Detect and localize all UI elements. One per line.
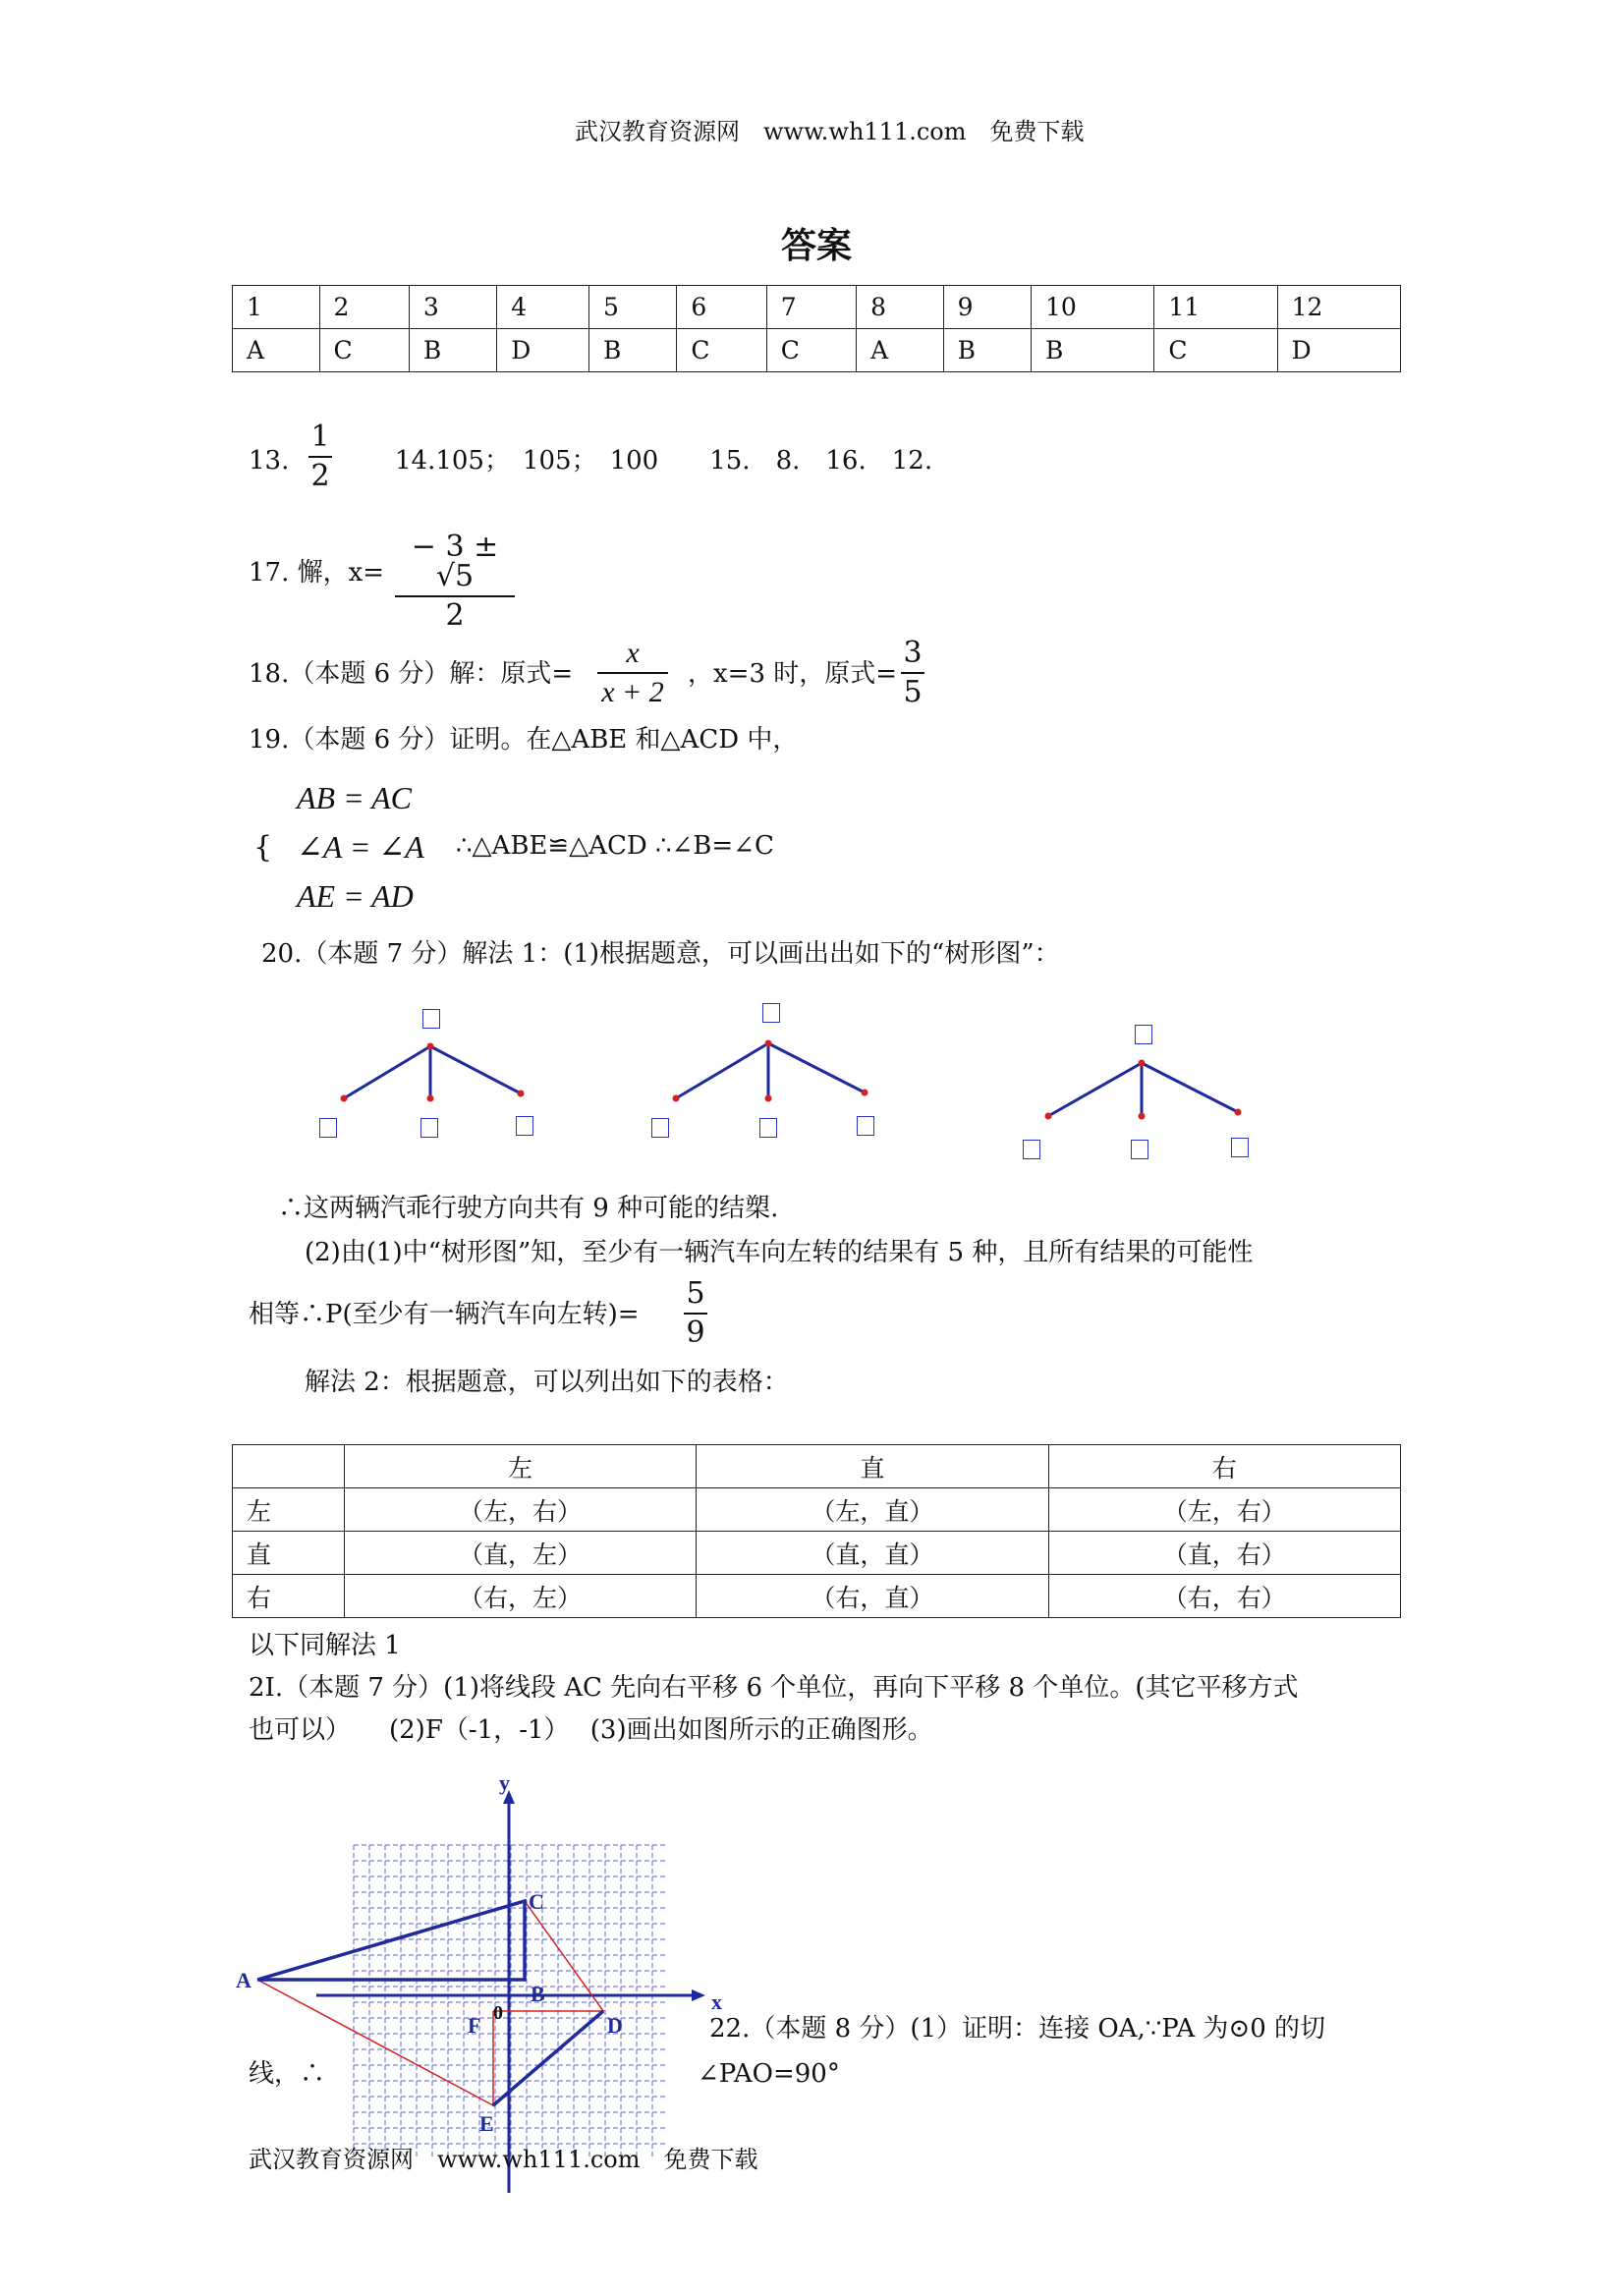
outcome-table-cell: 直 bbox=[233, 1532, 345, 1575]
outcome-table-cell: （左，直） bbox=[697, 1488, 1048, 1532]
outcome-table-row bbox=[233, 1532, 1401, 1575]
tree-node-square bbox=[759, 1118, 777, 1138]
q18-middle: ，x=3 时，原式= bbox=[688, 659, 898, 689]
q21-line1: 2I.（本题 7 分）(1)将线段 AC 先向右平移 6 个单位，再向下平移 8 个单位。(其它平移方式 bbox=[249, 1673, 1299, 1703]
q19-conclusion: ∴△ABE≌△ACD ∴∠B=∠C bbox=[456, 831, 774, 861]
origin-label: 0 bbox=[493, 2002, 503, 2024]
tree-node-square bbox=[1231, 1138, 1249, 1157]
outcome-table-cell: （直，右） bbox=[1048, 1532, 1400, 1575]
q18-value-fraction bbox=[901, 636, 924, 709]
page-title: 答案 bbox=[781, 225, 853, 266]
outcome-table-cell: （直，直） bbox=[697, 1532, 1048, 1575]
answer-letter-cell: B bbox=[943, 329, 1031, 372]
tree-leaf-dot bbox=[341, 1095, 348, 1102]
y-axis-label: y bbox=[499, 1770, 510, 1795]
answer-number-cell: 8 bbox=[857, 286, 944, 329]
answer-number-cell: 5 bbox=[589, 286, 677, 329]
answer-number-cell: 11 bbox=[1154, 286, 1277, 329]
answer-letter-cell: D bbox=[1277, 329, 1400, 372]
tree-node-square bbox=[762, 1003, 780, 1023]
tree-leaf-dot bbox=[862, 1090, 868, 1096]
outcome-table-cell: （右，右） bbox=[1048, 1575, 1400, 1618]
q17-prefix: 17. 懈，x= bbox=[249, 558, 385, 588]
outcome-table-cell: 右 bbox=[1048, 1445, 1400, 1488]
answer-letter-cell: B bbox=[409, 329, 496, 372]
answer-number-cell: 4 bbox=[497, 286, 589, 329]
tree-leaf-dot bbox=[1139, 1113, 1146, 1120]
answer-letter-cell: A bbox=[233, 329, 320, 372]
tree-branch bbox=[344, 1046, 430, 1098]
tree-root-dot bbox=[765, 1040, 772, 1047]
tree-leaf-dot bbox=[427, 1095, 434, 1102]
outcome-table-row bbox=[233, 1575, 1401, 1618]
outcome-table-cell: （左，右） bbox=[344, 1488, 696, 1532]
tree-branch bbox=[676, 1043, 768, 1098]
q21-line2: 也可以） (2)F（-1，-1） (3)画出如图所示的正确图形。 bbox=[249, 1715, 933, 1745]
q20-line3: (2)由(1)中“树形图”知，至少有一辆汽车向左转的结果有 5 种，且所有结果的可能性 bbox=[305, 1238, 1254, 1267]
q19-line: 19.（本题 6 分）证明。在△ABE 和△ACD 中， bbox=[249, 725, 799, 755]
q19-eq1: AB = AC bbox=[297, 780, 412, 815]
outcome-table-row bbox=[233, 1488, 1401, 1532]
q20-prob-denominator: 9 bbox=[686, 1316, 705, 1350]
answer-letters-row bbox=[233, 329, 1401, 372]
outcome-table-cell: 左 bbox=[344, 1445, 696, 1488]
point-label-e: E bbox=[479, 2111, 494, 2136]
tree-node-square bbox=[516, 1116, 533, 1136]
triangle-abc bbox=[257, 1901, 525, 1980]
q18-fraction bbox=[597, 639, 668, 707]
tree-leaf-dot bbox=[673, 1095, 680, 1102]
q19-eq3: AE = AD bbox=[297, 878, 414, 914]
answer-number-cell: 1 bbox=[233, 286, 320, 329]
tree-node-square bbox=[422, 1009, 440, 1029]
tree-leaf-dot bbox=[765, 1095, 772, 1102]
q18-value-numerator: 3 bbox=[903, 636, 923, 670]
answer-letter-cell: C bbox=[766, 329, 856, 372]
q20-prob-numerator: 5 bbox=[686, 1276, 705, 1311]
tree-node-square bbox=[420, 1118, 438, 1138]
q20-line5: 解法 2：根据题意，可以列出如下的表格： bbox=[305, 1368, 789, 1397]
tree-node-square bbox=[1131, 1140, 1148, 1159]
answer-number-cell: 6 bbox=[677, 286, 766, 329]
tree-leaf-dot bbox=[518, 1091, 525, 1097]
tree-branch bbox=[1142, 1063, 1238, 1112]
tree-node-square bbox=[651, 1118, 669, 1138]
point-label-b: B bbox=[531, 1982, 545, 2006]
q14-16-answers: 14.105； 105； 100 15. 8. 16. 12. bbox=[395, 446, 933, 476]
answer-number-cell: 2 bbox=[319, 286, 409, 329]
outcome-table-cell: （右，直） bbox=[697, 1575, 1048, 1618]
tree-branch bbox=[768, 1043, 865, 1092]
q13-fraction bbox=[308, 422, 332, 491]
q17-numerator: − 3 ± √5 bbox=[411, 530, 499, 593]
answer-numbers-row bbox=[233, 286, 1401, 329]
answer-letter-cell: B bbox=[1032, 329, 1154, 372]
q17-denominator: 2 bbox=[445, 598, 465, 633]
tree-node-square bbox=[857, 1116, 874, 1136]
q18-numerator: x bbox=[626, 637, 640, 669]
answer-letter-cell: A bbox=[857, 329, 944, 372]
page-header: 武汉教育资源网 www.wh111.com 免费下载 bbox=[575, 118, 1085, 145]
outcome-table-cell: （右，左） bbox=[344, 1575, 696, 1618]
answer-number-cell: 12 bbox=[1277, 286, 1400, 329]
tree-diagrams bbox=[0, 992, 1623, 1208]
answer-table bbox=[232, 285, 1401, 372]
tree-leaf-dot bbox=[1045, 1113, 1052, 1120]
page-footer: 武汉教育资源网 www.wh111.com 免费下载 bbox=[249, 2146, 758, 2173]
q17-fraction bbox=[395, 532, 515, 631]
q19-brace: { bbox=[253, 830, 273, 865]
answer-number-cell: 9 bbox=[943, 286, 1031, 329]
q20-probability-fraction bbox=[684, 1276, 707, 1350]
tree-root-dot bbox=[427, 1043, 434, 1050]
answer-number-cell: 7 bbox=[766, 286, 856, 329]
outcome-table-cell: 左 bbox=[233, 1488, 345, 1532]
point-label-f: F bbox=[468, 2013, 481, 2038]
answer-letter-cell: C bbox=[319, 329, 409, 372]
q20-line4: 相等∴P(至少有一辆汽车向左转)= bbox=[249, 1300, 640, 1329]
q18-prefix: 18.（本题 6 分）解：原式= bbox=[249, 659, 574, 689]
q22-line1: 22.（本题 8 分）(1）证明：连接 OA,∵PA 为⊙0 的切 bbox=[709, 2014, 1326, 2044]
coordinate-graph bbox=[0, 1768, 1623, 2181]
tree-node-square bbox=[1023, 1140, 1040, 1159]
answer-number-cell: 10 bbox=[1032, 286, 1154, 329]
outcome-table-cell: 直 bbox=[697, 1445, 1048, 1488]
q20-line2: ∴这两辆汽乖行驶方向共有 9 种可能的结槊. bbox=[278, 1194, 779, 1223]
tree-leaf-dot bbox=[1235, 1109, 1242, 1116]
tree-branch bbox=[430, 1046, 521, 1093]
q13-numerator: 1 bbox=[310, 420, 330, 454]
outcome-table-cell: （左，右） bbox=[1048, 1488, 1400, 1532]
outcome-table-cell: 右 bbox=[233, 1575, 345, 1618]
tree-node-square bbox=[319, 1118, 337, 1138]
q18-denominator: x + 2 bbox=[601, 676, 664, 708]
q13-label: 13. bbox=[249, 446, 290, 476]
answer-number-cell: 3 bbox=[409, 286, 496, 329]
q20-line1: 20.（本题 7 分）解法 1：(1)根据题意，可以画出出如下的“树形图”： bbox=[261, 939, 1060, 969]
point-label-c: C bbox=[529, 1889, 544, 1914]
answer-letter-cell: C bbox=[677, 329, 766, 372]
q18-value-denominator: 5 bbox=[903, 675, 923, 709]
outcome-table-header bbox=[233, 1445, 1401, 1488]
x-axis-arrow bbox=[692, 1989, 705, 2001]
q13-denominator: 2 bbox=[310, 459, 330, 493]
q22-left-tail: 线，∴ bbox=[249, 2059, 326, 2089]
point-label-a: A bbox=[236, 1968, 252, 1992]
outcome-table-cell: （直，左） bbox=[344, 1532, 696, 1575]
point-label-d: D bbox=[607, 2013, 623, 2038]
x-axis-label: x bbox=[711, 1989, 722, 2014]
q19-eq2: ∠A = ∠A bbox=[297, 829, 424, 865]
answer-letter-cell: D bbox=[497, 329, 589, 372]
outcome-table-cell bbox=[233, 1445, 345, 1488]
outcome-table bbox=[232, 1444, 1401, 1618]
tree-branch bbox=[1048, 1063, 1142, 1116]
tree-node-square bbox=[1135, 1025, 1152, 1044]
tree-root-dot bbox=[1139, 1060, 1146, 1067]
after-table-note: 以下同解法 1 bbox=[249, 1631, 401, 1660]
q22-line2: ∠PAO=90° bbox=[698, 2059, 840, 2089]
answer-letter-cell: C bbox=[1154, 329, 1277, 372]
answer-letter-cell: B bbox=[589, 329, 677, 372]
